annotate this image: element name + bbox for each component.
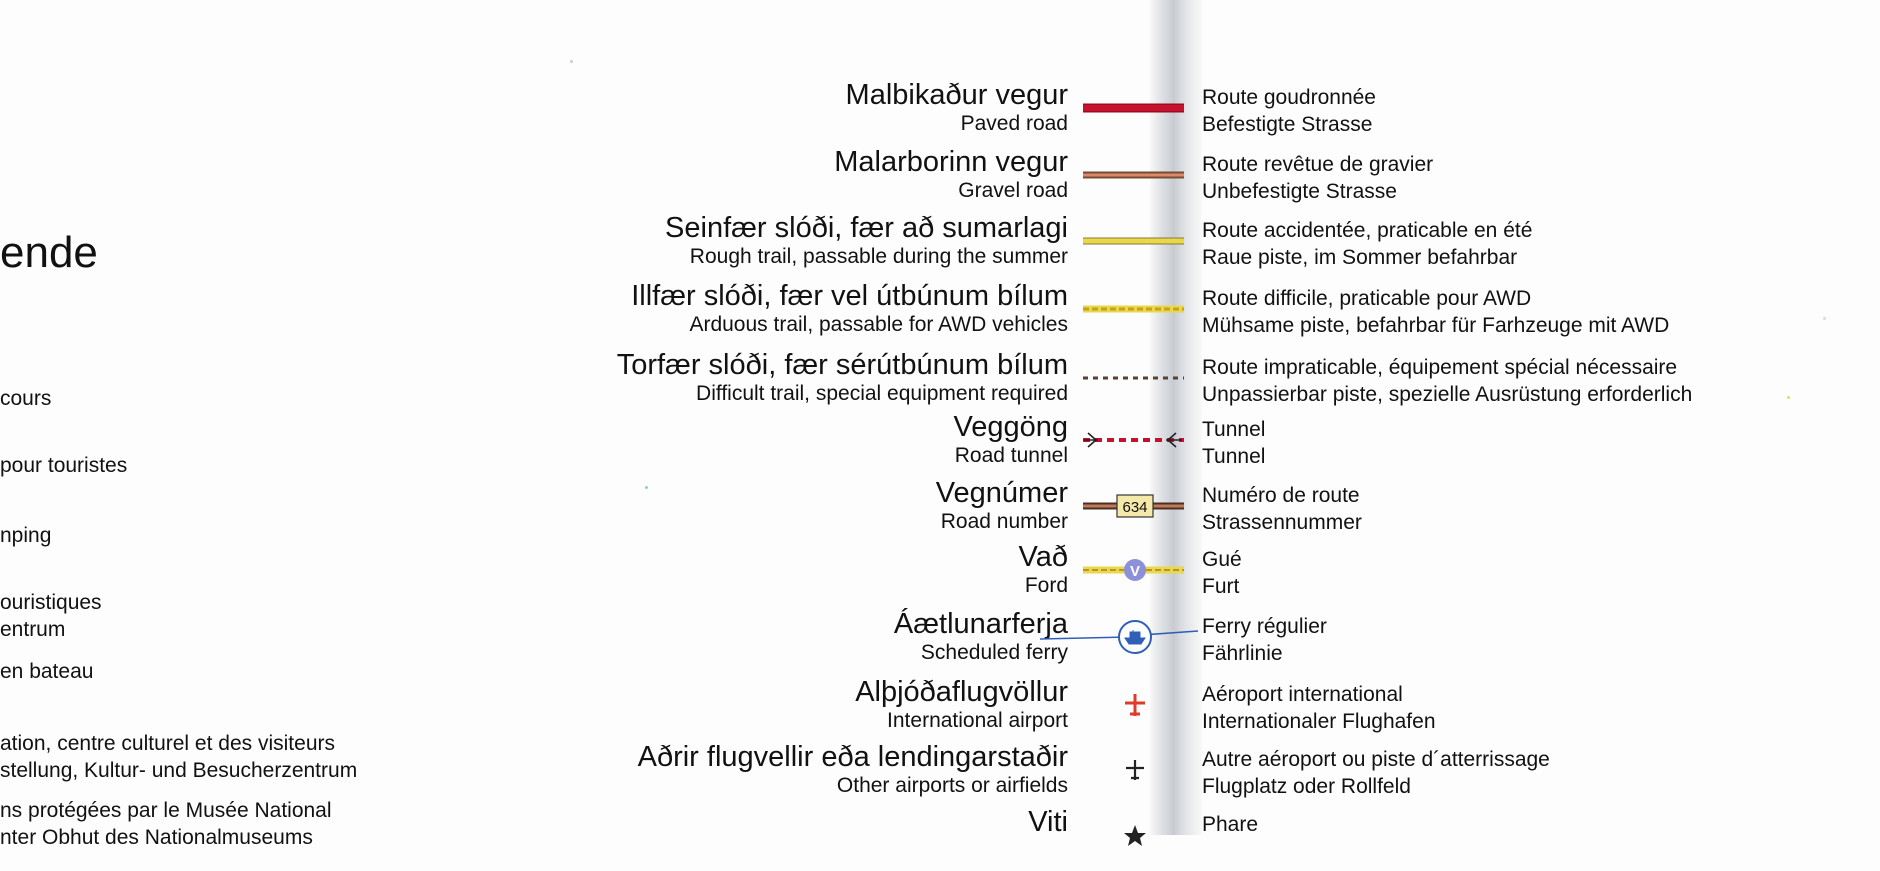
legend-label-icelandic: Veggöng: [953, 411, 1068, 443]
legend-row: [0, 540, 1880, 606]
legend-label-french: Route impraticable, équipement spécial nécessaire: [1202, 356, 1678, 379]
legend-label-german: Mühsame piste, befahrbar für Farhzeuge mit AWD: [1202, 314, 1670, 337]
tunnel-portal-left: [1084, 433, 1098, 447]
legend-label-german: Befestigte Strasse: [1202, 113, 1373, 136]
airfield-symbol: [1080, 746, 1190, 806]
legend-label-german: Internationaler Flughafen: [1202, 710, 1436, 733]
rough-trail-symbol: [1080, 217, 1190, 277]
legend-label-french: Route goudronnée: [1202, 86, 1376, 109]
legend-label-french: Tunnel: [1202, 418, 1266, 441]
gravel-road-symbol: [1080, 151, 1190, 211]
legend-label-icelandic: Aðrir flugvellir eða lendingarstaðir: [637, 741, 1068, 773]
legend-label-english: Paved road: [960, 112, 1068, 135]
legend-label-icelandic: Malbikaður vegur: [845, 79, 1068, 111]
lighthouse-symbol: [1080, 811, 1190, 871]
legend-label-german: Flugplatz oder Rollfeld: [1202, 775, 1411, 798]
legend-label-english: Other airports or airfields: [836, 774, 1068, 797]
international-airport-symbol: [1080, 681, 1190, 741]
legend-label-french: Ferry régulier: [1202, 615, 1327, 638]
legend-label-french: Route revêtue de gravier: [1202, 153, 1434, 176]
legend-label-english: Difficult trail, special equipment required: [696, 382, 1068, 405]
legend-label-french: Aéroport international: [1202, 683, 1403, 706]
legend-label-german: Raue piste, im Sommer befahrbar: [1202, 246, 1518, 269]
legend-row: [0, 740, 1880, 806]
speck: [645, 486, 648, 489]
road-number-text: 634: [1122, 499, 1148, 516]
legend-label-english: Rough trail, passable during the summer: [689, 245, 1068, 268]
legend-label-french: Gué: [1202, 548, 1242, 571]
legend-label-english: Ford: [1024, 574, 1068, 597]
legend-row: [0, 607, 1880, 673]
legend-row: [0, 675, 1880, 741]
legend-label-german: Tunnel: [1202, 445, 1266, 468]
legend-label-english: Gravel road: [958, 179, 1068, 202]
legend-label-icelandic: Malarborinn vegur: [834, 146, 1068, 178]
legend-row: [0, 410, 1880, 476]
legend-label-french: Route accidentée, praticable en été: [1202, 219, 1533, 242]
legend-label-french: Route difficile, praticable pour AWD: [1202, 287, 1532, 310]
ford-letter: V: [1129, 563, 1141, 580]
legend-label-english: Road tunnel: [954, 444, 1068, 467]
legend-label-english: Road number: [940, 510, 1068, 533]
paved-road-symbol: [1080, 84, 1190, 144]
arduous-trail-symbol: [1080, 285, 1190, 345]
airfield-icon: [1126, 760, 1144, 780]
international-airport-icon: [1125, 694, 1145, 716]
legend-label-icelandic: Torfær slóði, fær sérútbúnum bílum: [616, 349, 1068, 381]
legend-label-german: Unpassierbar piste, spezielle Ausrüstung erforderlich: [1202, 383, 1693, 406]
legend-label-german: Unbefestigte Strasse: [1202, 180, 1397, 203]
left-fragment-line: ouristiques: [0, 591, 102, 614]
left-fragment-line: entrum: [0, 618, 66, 641]
legend-label-icelandic: Alþjóðaflugvöllur: [855, 676, 1068, 708]
road-number-symbol: [1080, 482, 1190, 542]
ford-symbol: [1080, 546, 1190, 606]
ferry-symbol: [1080, 613, 1190, 673]
legend-label-french: Numéro de route: [1202, 484, 1360, 507]
legend-row: [0, 476, 1880, 542]
legend-label-english: International airport: [887, 709, 1068, 732]
legend-label-icelandic: Seinfær slóði, fær að sumarlagi: [665, 212, 1068, 244]
legend-label-german: Furt: [1202, 575, 1240, 598]
difficult-trail-symbol: [1080, 354, 1190, 414]
legend-label-icelandic: Vað: [1018, 541, 1068, 573]
left-fragment-line: stellung, Kultur- und Besucherzentrum: [0, 759, 358, 782]
left-fragment-line: en bateau: [0, 660, 94, 683]
left-fragment-line: pour touristes: [0, 454, 128, 477]
legend-row: [0, 211, 1880, 277]
legend-label-icelandic: Vegnúmer: [935, 477, 1068, 509]
legend-label-icelandic: Viti: [1028, 806, 1068, 838]
lighthouse-icon: [1124, 825, 1146, 846]
speck: [570, 60, 573, 63]
legend-row: [0, 145, 1880, 211]
legend-title: ende: [0, 228, 98, 277]
left-fragment-line: nping: [0, 524, 52, 547]
tunnel-portal-right: [1166, 433, 1182, 447]
legend-label-german: Fährlinie: [1202, 642, 1283, 665]
left-fragment-line: ns protégées par le Musée National: [0, 799, 332, 822]
legend-label-german: Strassennummer: [1202, 511, 1362, 534]
legend-label-icelandic: Illfær slóði, fær vel útbúnum bílum: [631, 280, 1068, 312]
left-fragment-line: cours: [0, 387, 52, 410]
speck: [1787, 396, 1790, 399]
legend-label-english: Scheduled ferry: [920, 641, 1068, 664]
legend-label-french: Autre aéroport ou piste d´atterrissage: [1202, 748, 1550, 771]
legend-row: [0, 348, 1880, 414]
legend-label-english: Arduous trail, passable for AWD vehicles: [689, 313, 1068, 336]
legend-label-icelandic: Áætlunarferja: [893, 608, 1068, 640]
left-fragment-line: ation, centre culturel et des visiteurs: [0, 732, 335, 755]
legend-row: [0, 805, 1880, 871]
legend-row: [0, 78, 1880, 144]
legend-label-french: Phare: [1202, 813, 1259, 836]
speck: [1823, 317, 1826, 320]
legend-row: [0, 279, 1880, 345]
left-fragment-line: nter Obhut des Nationalmuseums: [0, 826, 313, 849]
road-tunnel-symbol: [1080, 416, 1190, 476]
